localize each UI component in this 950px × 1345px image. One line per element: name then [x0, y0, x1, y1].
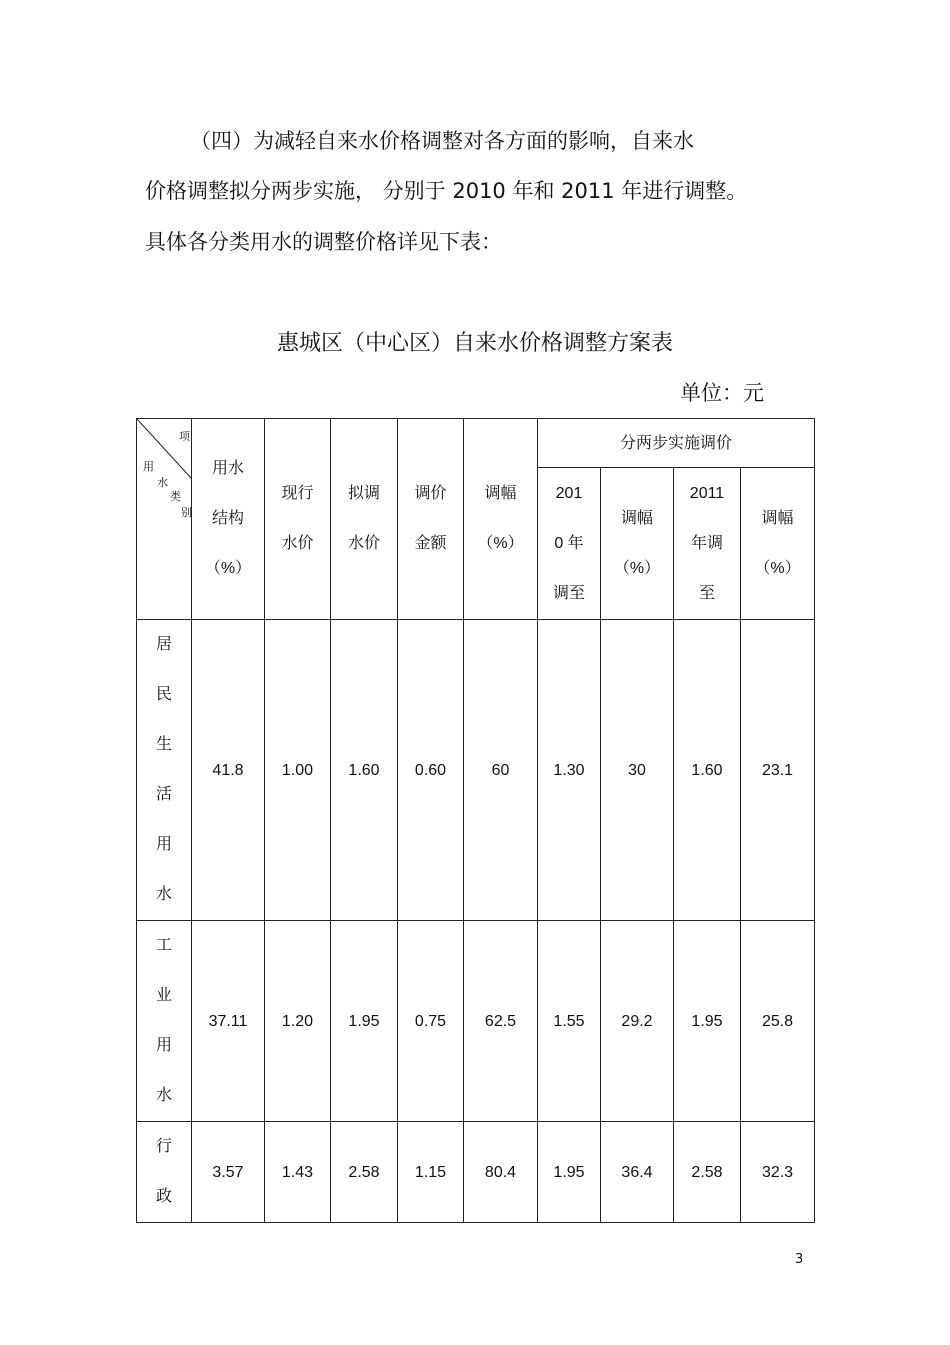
corner-label-left-2: 水: [157, 477, 168, 489]
table-cell: 32.3: [741, 1122, 815, 1223]
table-cell: 2.58: [331, 1122, 398, 1223]
table-cell: 1.15: [398, 1122, 464, 1223]
table-cell: 80.4: [464, 1122, 538, 1223]
corner-label-left-3: 类: [170, 491, 181, 503]
header-adjust-range: 调幅 （%）: [464, 419, 538, 620]
row-category-administrative: 行 政: [137, 1122, 192, 1223]
unit-label: 单位：元: [680, 381, 764, 405]
table-cell: 0.75: [398, 921, 464, 1122]
table-cell: 1.00: [265, 620, 331, 921]
table-cell: 1.20: [265, 921, 331, 1122]
table-cell: 36.4: [601, 1122, 674, 1223]
header-2011-range: 调幅 （%）: [741, 468, 815, 620]
table-cell: 3.57: [192, 1122, 265, 1223]
table-cell: 1.95: [674, 921, 741, 1122]
paragraph-line-1: （四）为减轻自来水价格调整对各方面的影响，自来水: [190, 129, 694, 153]
table-cell: 1.43: [265, 1122, 331, 1223]
table-cell: 1.55: [538, 921, 601, 1122]
table-cell: 30: [601, 620, 674, 921]
table-row: [137, 620, 815, 921]
paragraph-line-3: 具体各分类用水的调整价格详见下表：: [145, 230, 502, 254]
corner-label-left-1: 用: [143, 461, 154, 473]
table-row: [137, 1122, 815, 1223]
header-current-price: 现行 水价: [265, 419, 331, 620]
table-cell: 2.58: [674, 1122, 741, 1223]
table-cell: 62.5: [464, 921, 538, 1122]
header-2010-range: 调幅 （%）: [601, 468, 674, 620]
header-two-step: 分两步实施调价: [538, 419, 815, 468]
table-cell: 1.30: [538, 620, 601, 921]
table-cell: 1.60: [674, 620, 741, 921]
row-category-residential: 居 民 生 活 用 水: [137, 620, 192, 921]
header-proposed-price: 拟调 水价: [331, 419, 398, 620]
table-cell: 1.60: [331, 620, 398, 921]
table-cell: 37.11: [192, 921, 265, 1122]
corner-label-top: 项: [179, 431, 190, 443]
table-title: 惠城区（中心区）自来水价格调整方案表: [276, 331, 673, 356]
price-adjustment-table: [136, 418, 815, 1223]
header-2010-target: 201 0 年 调至: [538, 468, 601, 620]
table-cell: 41.8: [192, 620, 265, 921]
table-cell: 23.1: [741, 620, 815, 921]
table-cell: 1.95: [538, 1122, 601, 1223]
header-adjust-amount: 调价 金额: [398, 419, 464, 620]
paragraph-line-2: 价格调整拟分两步实施， 分别于 2010 年和 2011 年进行调整。: [145, 179, 748, 203]
table-cell: 0.60: [398, 620, 464, 921]
table-cell: 1.95: [331, 921, 398, 1122]
diagonal-lines: [137, 419, 192, 619]
page-number: 3: [795, 1252, 804, 1267]
row-category-industrial: 工 业 用 水: [137, 921, 192, 1122]
header-structure: 用水 结构 （%）: [192, 419, 265, 620]
table-cell: 29.2: [601, 921, 674, 1122]
corner-header-cell: [137, 419, 192, 620]
corner-label-left-4: 别: [181, 507, 192, 519]
header-2011-target: 2011 年调 至: [674, 468, 741, 620]
table-cell: 60: [464, 620, 538, 921]
table-row: [137, 921, 815, 1122]
table-cell: 25.8: [741, 921, 815, 1122]
